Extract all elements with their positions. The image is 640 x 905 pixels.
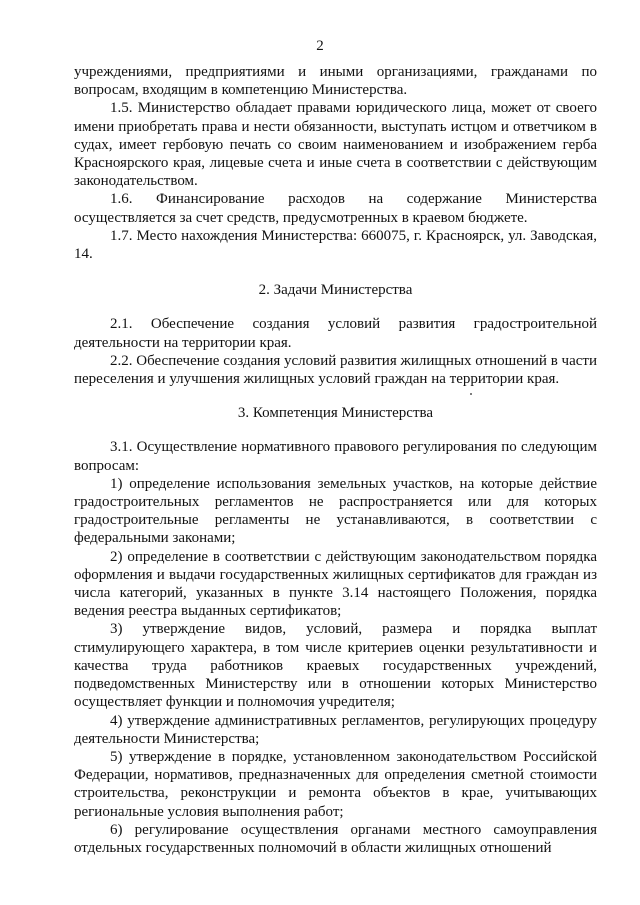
list-item-1: 1) определение использования земельных участков, на которые действие градостроительных регламентов не распространяется или для которых градостроительные регламенты не устанавливаются, в соответствии с федеральными законами; (74, 475, 597, 547)
paragraph-2-1: 2.1. Обеспечение создания условий развития градостроительной деятельности на территории края. (74, 316, 597, 351)
paragraph-1-5: 1.5. Министерство обладает правами юридического лица, может от своего имени приобретать права и нести обязанности, выступать истцом и ответчиком в судах, имеет гербовую печать со своим наименованием и изображением герба Красноярского края, лицевые счета и иные счета в соответствии с действующим законодательством. (74, 100, 597, 190)
document-body (74, 63, 597, 857)
list-item-5: 5) утверждение в порядке, установленном законодательством Российской Федерации, нормативов, предназначенных для определения сметной стоимости строительства, реконструкции и ремонта объектов в крае, учитывающих региональные условия выполнения работ; (74, 748, 597, 820)
page-number: 2 (316, 38, 324, 54)
scan-speck (470, 393, 472, 395)
paragraph-3-1: 3.1. Осуществление нормативного правового регулирования по следующим вопросам: (74, 439, 597, 474)
paragraph-1-7: 1.7. Место нахождения Министерства: 660075, г. Красноярск, ул. Заводская, 14. (74, 227, 597, 263)
list-item-6: 6) регулирование осуществления органами местного самоуправления отдельных государственных полномочий в области жилищных отношений (74, 821, 597, 856)
list-item-4: 4) утверждение административных регламентов, регулирующих процедуру деятельности Министерства; (74, 712, 597, 747)
section-2-heading: 2. Задачи Министерства (258, 282, 413, 299)
paragraph-2-2: 2.2. Обеспечение создания условий развития жилищных отношений в части переселения и улучшения жилищных условий граждан на территории края. (74, 352, 597, 388)
paragraph-continuation: учреждениями, предприятиями и иными организациями, гражданами по вопросам, входящим в компетенцию Министерства. (74, 64, 597, 99)
paragraph-1-6: 1.6. Финансирование расходов на содержание Министерства осуществляется за счет средств, предусмотренных в краевом бюджете. (74, 191, 597, 226)
list-item-3: 3) утверждение видов, условий, размера и порядка выплат стимулирующего характера, в том числе критериев оценки результативности и качества труда работников краевых государственных учреждений, подведомственных Министерству или в отношении которых Министерство осуществляет функции и полномочия учредителя; (74, 621, 597, 711)
list-item-2: 2) определение в соответствии с действующим законодательством порядка оформления и выдачи государственных жилищных сертификатов для граждан из числа категорий, указанных в пункте 3.14 настоящего Положения, порядка ведения реестра выданных сертификатов; (74, 548, 597, 620)
section-3-heading: 3. Компетенция Министерства (237, 405, 434, 422)
